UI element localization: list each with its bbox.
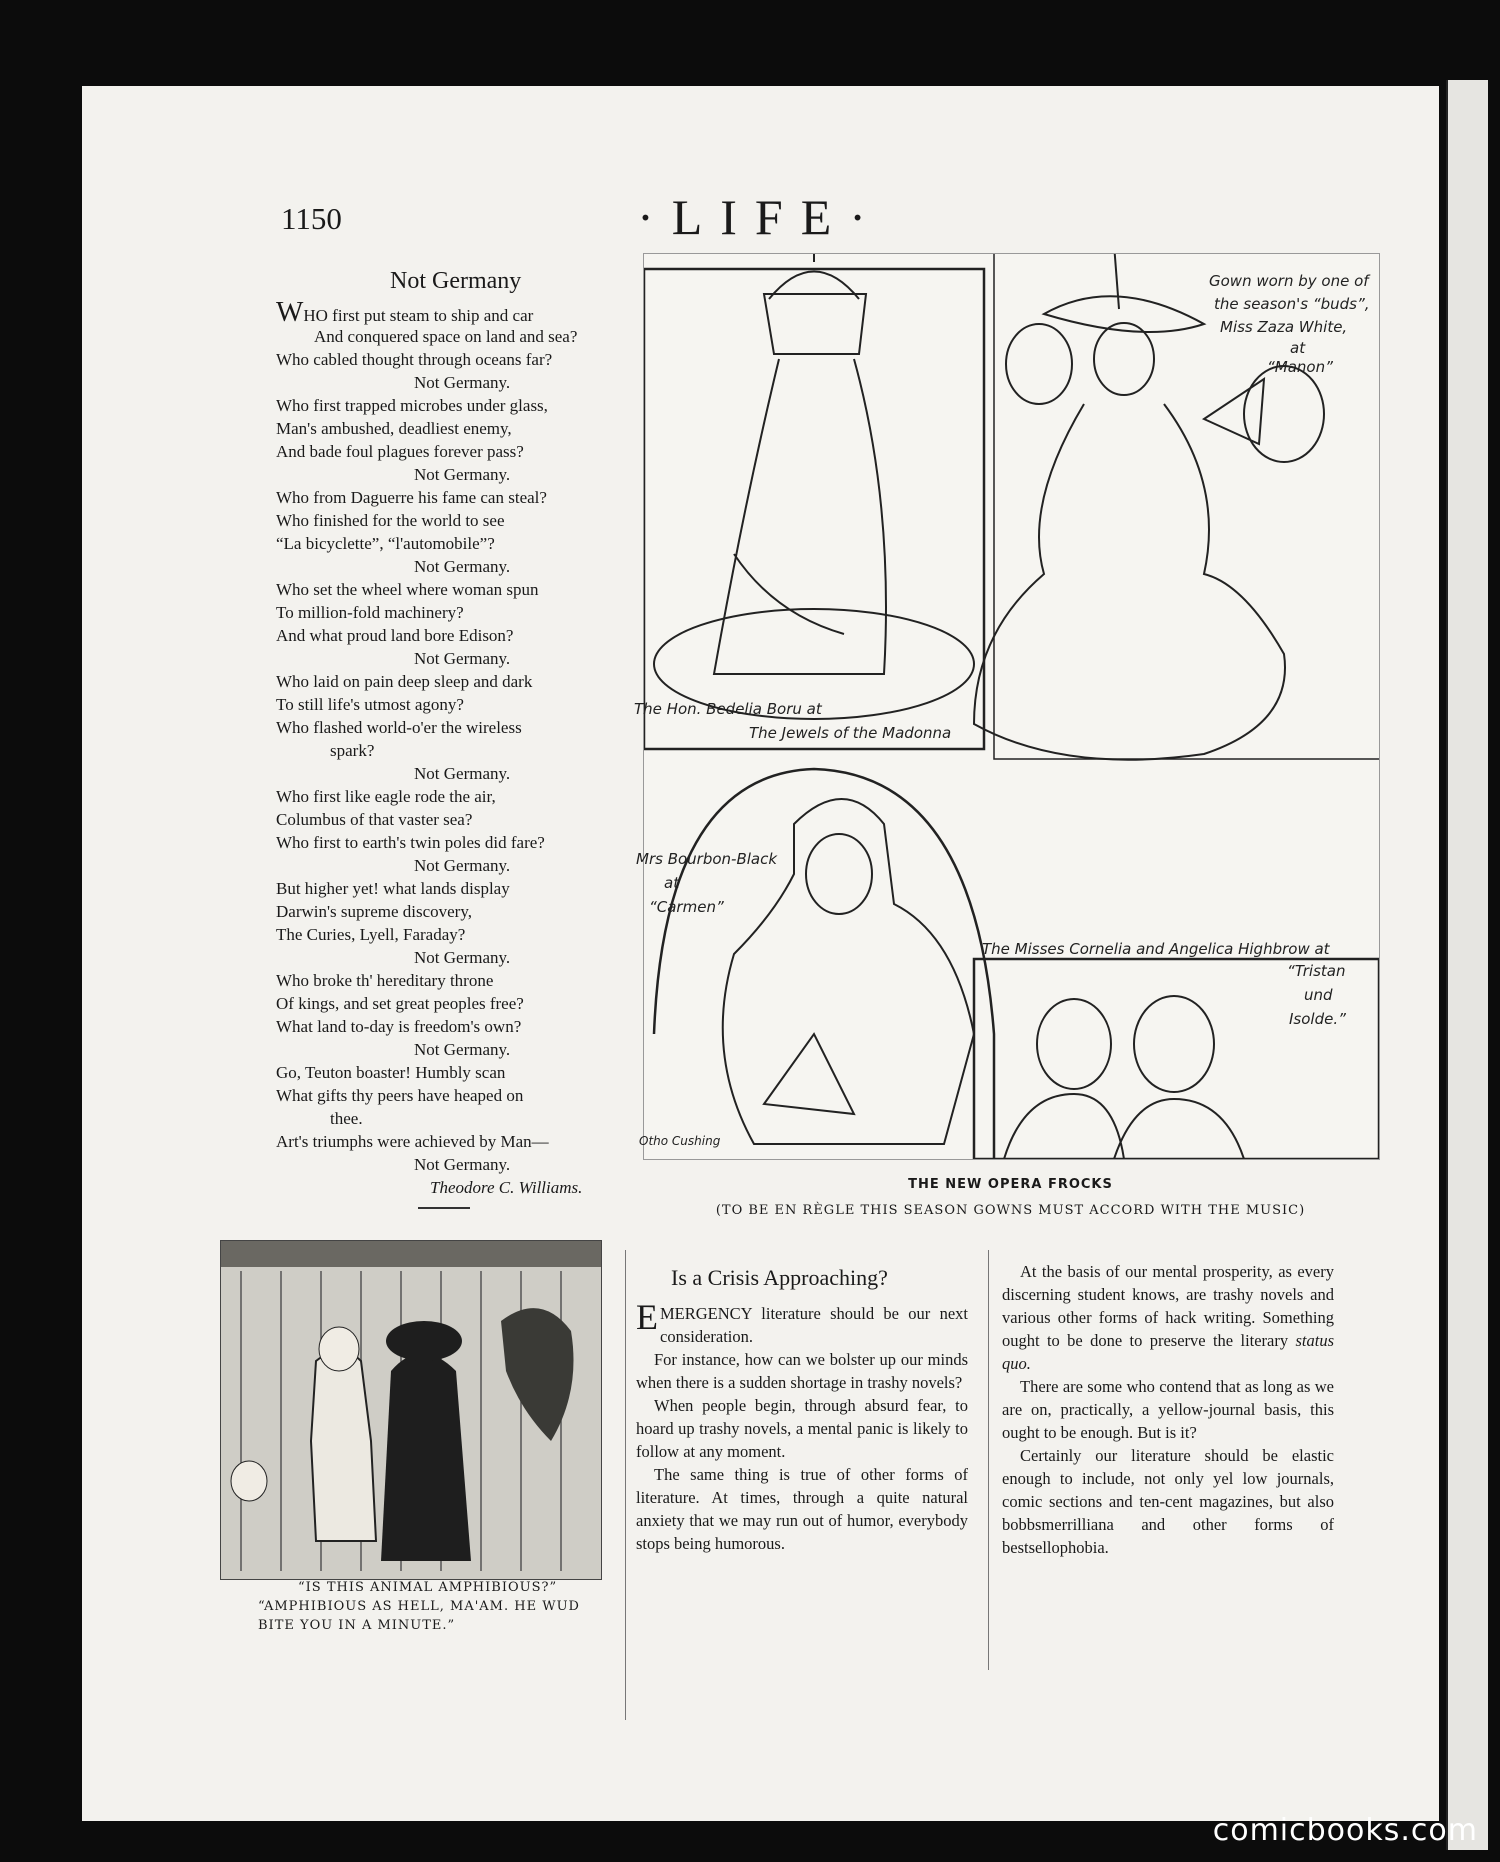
- paragraph-text: MERGENCY literature should be our next consideration.: [660, 1304, 968, 1346]
- poem-drop-cap: W: [276, 296, 304, 328]
- fan-shape: [1204, 379, 1264, 444]
- poem-line: [276, 371, 666, 394]
- poem-line-text: Man's ambushed, deadliest enemy,: [276, 419, 512, 438]
- caption-bourbon-1: Mrs Bourbon-Black: [636, 850, 778, 868]
- caption-zaza-2: the season's “buds”,: [1214, 295, 1370, 313]
- crown-shape: [769, 254, 859, 299]
- illustration-title: THE NEW OPERA FROCKS: [908, 1177, 1113, 1192]
- poem-line-text: thee.: [330, 1109, 363, 1128]
- poem-line-text: Who laid on pain deep sleep and dark: [276, 672, 533, 691]
- poem-line: [276, 509, 666, 532]
- poem-line-text: But higher yet! what lands display: [276, 879, 510, 898]
- poem-author: Theodore C. Williams.: [430, 1178, 583, 1197]
- article-title: Is a Crisis Approaching?: [671, 1265, 888, 1290]
- article-paragraph: When people begin, through absurd fear, to hoard up trashy novels, a mental panic is likely to follow at any moment.: [636, 1396, 968, 1461]
- poem-line-text: Who first trapped microbes under glass,: [276, 396, 548, 415]
- bourbon-fan: [764, 1034, 854, 1114]
- article-paragraph: For instance, how can we bolster up our minds when there is a sudden shortage in trashy novels?: [636, 1350, 968, 1392]
- cartoon-caption-line-1: “IS THIS ANIMAL AMPHIBIOUS?”: [298, 1580, 558, 1595]
- poem-line-text: Not Germany.: [414, 465, 511, 484]
- article-paragraph: [1002, 1260, 1334, 1375]
- bourbon-face: [806, 834, 872, 914]
- poem-line: [276, 1107, 666, 1130]
- article-column-1: [636, 1297, 968, 1555]
- poem-line: [276, 1130, 666, 1153]
- illustration-subtitle: (TO BE EN RÈGLE THIS SEASON GOWNS MUST ACCORD WITH THE MUSIC): [715, 1203, 1306, 1218]
- misses-shoulders: [1004, 1094, 1244, 1159]
- poem-line: [276, 1153, 666, 1176]
- suitor-left-head: [1006, 324, 1072, 404]
- poem-line-text: Not Germany.: [414, 1155, 511, 1174]
- poem-line-text: Not Germany.: [414, 856, 511, 875]
- poem-line-text: Who flashed world-o'er the wireless: [276, 718, 522, 737]
- poem-line: [276, 647, 666, 670]
- poem-line-text: Who set the wheel where woman spun: [276, 580, 539, 599]
- poem-line: [276, 923, 666, 946]
- poem-line: [276, 394, 666, 417]
- caption-misses-2: “Tristan: [1287, 962, 1346, 980]
- poem-line: [276, 670, 666, 693]
- poem-line-text: Not Germany.: [414, 557, 511, 576]
- poem-line: [276, 463, 666, 486]
- poem-line-text: Not Germany.: [414, 948, 511, 967]
- poem-line-text: To still life's utmost agony?: [276, 695, 464, 714]
- poem-line-text: And bade foul plagues forever pass?: [276, 442, 524, 461]
- poem-line-text: Who broke th' hereditary throne: [276, 971, 494, 990]
- poem-line: [276, 739, 666, 762]
- poem-line-text: “La bicyclette”, “l'automobile”?: [276, 534, 495, 553]
- poem-line: [276, 693, 666, 716]
- woman-hat: [386, 1321, 462, 1361]
- poem-line-text: Art's triumphs were achieved by Man—: [276, 1132, 549, 1151]
- poem-line-text: Who from Daguerre his fame can steal?: [276, 488, 547, 507]
- poem-line-text: Who finished for the world to see: [276, 511, 505, 530]
- cornelia-head: [1037, 999, 1111, 1089]
- caption-bedelia-2: The Jewels of the Madonna: [749, 724, 952, 742]
- cartoon-caption-line-2: “AMPHIBIOUS AS HELL, MA'AM. HE WUD BITE YOU IN A MINUTE.”: [258, 1599, 580, 1633]
- angelica-head: [1134, 996, 1214, 1092]
- column-rule: [625, 1250, 626, 1720]
- poem-line-text: Not Germany.: [414, 649, 511, 668]
- poem-line-text: Who first to earth's twin poles did fare?: [276, 833, 545, 852]
- suitor-right-head: [1244, 366, 1324, 462]
- poem-line-text: HO first put steam to ship and car: [303, 306, 534, 325]
- poem-title: Not Germany: [390, 268, 522, 294]
- masthead: ·LIFE·: [637, 189, 884, 245]
- poem-line: [276, 969, 666, 992]
- poem-line-text: Not Germany.: [414, 764, 511, 783]
- zaza-hat: [1044, 254, 1204, 332]
- poem-line-text: Of kings, and set great peoples free?: [276, 994, 524, 1013]
- drop-cap: E: [636, 1297, 658, 1337]
- poem-line-text: Go, Teuton boaster! Humbly scan: [276, 1063, 506, 1082]
- poem-line-text: To million-fold machinery?: [276, 603, 464, 622]
- caption-zaza-1: Gown worn by one of: [1209, 272, 1369, 290]
- poem-line: [276, 762, 666, 785]
- poem-line: [276, 555, 666, 578]
- opera-frocks-illustration: [634, 253, 1380, 1160]
- poem-line: [276, 624, 666, 647]
- poem-line-text: And conquered space on land and sea?: [314, 327, 578, 346]
- poem-line: [276, 1015, 666, 1038]
- poem-line-text: Who first like eagle rode the air,: [276, 787, 496, 806]
- column-rule: [988, 1250, 989, 1670]
- poem-line: [276, 532, 666, 555]
- poem-line: [276, 808, 666, 831]
- poem-line-text: The Curies, Lyell, Faraday?: [276, 925, 466, 944]
- poem-line: [276, 578, 666, 601]
- article-column-2: [1002, 1260, 1334, 1559]
- divider-rule: [418, 1207, 470, 1209]
- poem-line: [276, 831, 666, 854]
- poem-line: [276, 417, 666, 440]
- paragraph-italic: status quo.: [1002, 1331, 1335, 1373]
- keeper-head: [319, 1327, 359, 1371]
- poem-line: [276, 348, 666, 371]
- poem-line: [276, 601, 666, 624]
- caption-zaza-5: “Manon”: [1267, 358, 1333, 376]
- panel-frame-bourbon: [654, 769, 994, 1159]
- poem-line: [276, 900, 666, 923]
- poem-line: [276, 946, 666, 969]
- adjacent-page-edge: [1446, 80, 1488, 1850]
- caption-misses-1: The Misses Cornelia and Angelica Highbrow at: [982, 940, 1330, 958]
- poem-line: [276, 1084, 666, 1107]
- paragraph-text: At the basis of our mental prosperity, as every discerning student knows, are trashy novels and various other forms of hack writing. Something ought to be done to preserve the literary: [1002, 1262, 1334, 1350]
- cartoon-caption: [258, 1578, 618, 1635]
- bedelia-figure: [714, 294, 886, 674]
- caption-bourbon-3: “Carmen”: [649, 898, 724, 916]
- poem-line-text: Not Germany.: [414, 1040, 511, 1059]
- poem-line-text: Darwin's supreme discovery,: [276, 902, 472, 921]
- poem-line: [276, 1038, 666, 1061]
- poem-line-text: Not Germany.: [414, 373, 511, 392]
- poem-line-text: And what proud land bore Edison?: [276, 626, 514, 645]
- poem-body: [276, 296, 666, 1199]
- article-paragraph: Certainly our literature should be elastic enough to include, not only yel low journals, comic sections and ten-cent magazines, but also bobbsmerrilliana and other forms of bestsellophobia.: [1002, 1446, 1334, 1557]
- article-paragraph: There are some who contend that as long as we are on, practically, a yellow-journal basis, this ought to be enough. But is it?: [1002, 1377, 1334, 1442]
- article-paragraph: The same thing is true of other forms of literature. At times, through a quite natural anxiety that we may run out of humor, everybody stops being humorous.: [636, 1465, 968, 1553]
- zaza-face: [1094, 323, 1154, 395]
- zaza-gown: [974, 404, 1285, 760]
- poem-line-text: What gifts thy peers have heaped on: [276, 1086, 524, 1105]
- article-paragraph: [636, 1297, 968, 1348]
- poem-line: [276, 992, 666, 1015]
- poem-line-text: Columbus of that vaster sea?: [276, 810, 473, 829]
- poem-line: [276, 1061, 666, 1084]
- caption-bedelia-1: The Hon. Bedelia Boru at: [634, 700, 822, 718]
- page-number: 1150: [281, 201, 342, 236]
- poem-line: [276, 854, 666, 877]
- poem-line: [276, 325, 666, 348]
- child-head: [231, 1461, 267, 1501]
- artist-signature: Otho Cushing: [639, 1134, 721, 1148]
- poem-line: [276, 296, 666, 328]
- cartoon-drawing: [221, 1241, 601, 1579]
- watermark: comicbooks.com: [1212, 1813, 1478, 1848]
- caption-zaza-3: Miss Zaza White,: [1220, 318, 1348, 336]
- poem-line-text: Who cabled thought through oceans far?: [276, 350, 553, 369]
- poem-line: [276, 486, 666, 509]
- poem-line: [276, 785, 666, 808]
- caption-zaza-4: at: [1290, 339, 1306, 357]
- poem-line-text: What land to-day is freedom's own?: [276, 1017, 522, 1036]
- poem-line: [276, 716, 666, 739]
- caption-misses-4: Isolde.”: [1289, 1010, 1346, 1028]
- panel-frame-bedelia: [644, 269, 984, 749]
- amphibious-cartoon: [220, 1240, 602, 1580]
- poem-line: [276, 440, 666, 463]
- poem-line: [276, 877, 666, 900]
- caption-misses-3: und: [1304, 986, 1333, 1004]
- poem-line-text: spark?: [330, 741, 375, 760]
- caption-bourbon-2: at: [664, 874, 680, 892]
